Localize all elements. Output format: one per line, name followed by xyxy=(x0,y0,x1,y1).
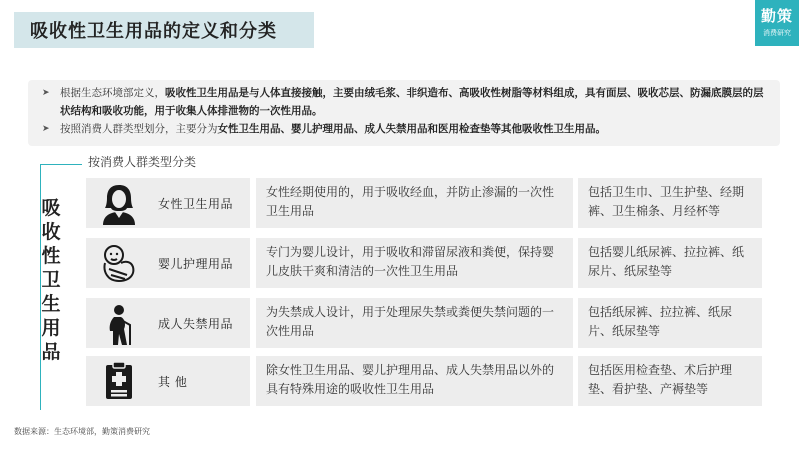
baby-icon xyxy=(96,240,142,286)
category-label: 成人失禁用品 xyxy=(158,316,234,331)
definition-cell: 女性经期使用的，用于吸收经血，并防止渗漏的一次性卫生用品 xyxy=(256,178,573,228)
bullet-text: 根据生态环境部定义， xyxy=(60,87,165,99)
category-label: 婴儿护理用品 xyxy=(158,256,234,271)
intro-box xyxy=(28,80,780,146)
products-cell: 包括卫生巾、卫生护垫、经期裤、卫生棉条、月经杯等 xyxy=(578,178,762,228)
definition-cell: 专门为婴儿设计，用于吸收和滞留尿液和粪便，保持婴儿皮肤干爽和清洁的一次性卫生用品 xyxy=(256,238,573,288)
intro-bullet-definition xyxy=(42,84,772,120)
elderly-icon xyxy=(96,300,142,346)
bullet-text: 按照消费人群类型划分，主要分为 xyxy=(60,123,218,135)
page-title: 吸收性卫生用品的定义和分类 xyxy=(30,21,277,42)
definition-cell: 除女性卫生用品、婴儿护理用品、成人失禁用品以外的具有特殊用途的吸收性卫生用品 xyxy=(256,356,573,406)
brand-logo xyxy=(755,0,799,46)
category-label: 其 他 xyxy=(158,374,188,389)
vertical-char: 性 xyxy=(41,245,61,267)
category-row xyxy=(86,178,762,228)
definition-cell: 为失禁成人设计，用于处理尿失禁或粪便失禁问题的一次性用品 xyxy=(256,298,573,348)
category-label: 女性卫生用品 xyxy=(158,196,234,211)
category-cell xyxy=(86,356,250,406)
category-cell xyxy=(86,238,250,288)
vertical-char: 卫 xyxy=(41,269,61,291)
vertical-char: 用 xyxy=(41,317,61,339)
vertical-char: 品 xyxy=(41,341,61,363)
vertical-char: 收 xyxy=(41,221,61,243)
medical-record-icon xyxy=(96,358,142,404)
vertical-char: 生 xyxy=(41,293,61,315)
bullet-bold-text: 吸收性卫生用品是与人体直接接触，主要由绒毛浆、非织造布、高吸收性树脂等材料组成，具有面层、吸收芯层、防漏底膜层的层状结构和吸收功能，用于收集人体排泄物的一次性用品。 xyxy=(60,87,764,117)
data-source: 数据来源：生态环境部，勤策消费研究 xyxy=(14,427,150,436)
category-row xyxy=(86,356,762,406)
title-banner xyxy=(14,12,314,48)
category-cell xyxy=(86,178,250,228)
logo-name: 勤策 xyxy=(760,7,793,25)
products-cell: 包括婴儿纸尿裤、拉拉裤、纸尿片、纸尿垫等 xyxy=(578,238,762,288)
category-row xyxy=(86,298,762,348)
category-row xyxy=(86,238,762,288)
logo-subtitle: 消费研究 xyxy=(763,29,791,37)
woman-icon xyxy=(96,180,142,226)
intro-bullet-classification xyxy=(42,120,772,138)
arrow-bullet-icon: ➤ xyxy=(42,124,50,134)
bullet-bold-text: 女性卫生用品、婴儿护理用品、成人失禁用品和医用检查垫等其他吸收性卫生用品。 xyxy=(217,123,606,135)
vertical-char: 吸 xyxy=(41,197,61,219)
vertical-category-label xyxy=(36,196,66,364)
classification-subhead: 按消费人群类型分类 xyxy=(88,155,197,169)
bracket-line xyxy=(40,164,82,165)
arrow-bullet-icon: ➤ xyxy=(42,88,50,98)
products-cell: 包括医用检查垫、术后护理垫、看护垫、产褥垫等 xyxy=(578,356,762,406)
products-cell: 包括纸尿裤、拉拉裤、纸尿片、纸尿垫等 xyxy=(578,298,762,348)
category-cell xyxy=(86,298,250,348)
